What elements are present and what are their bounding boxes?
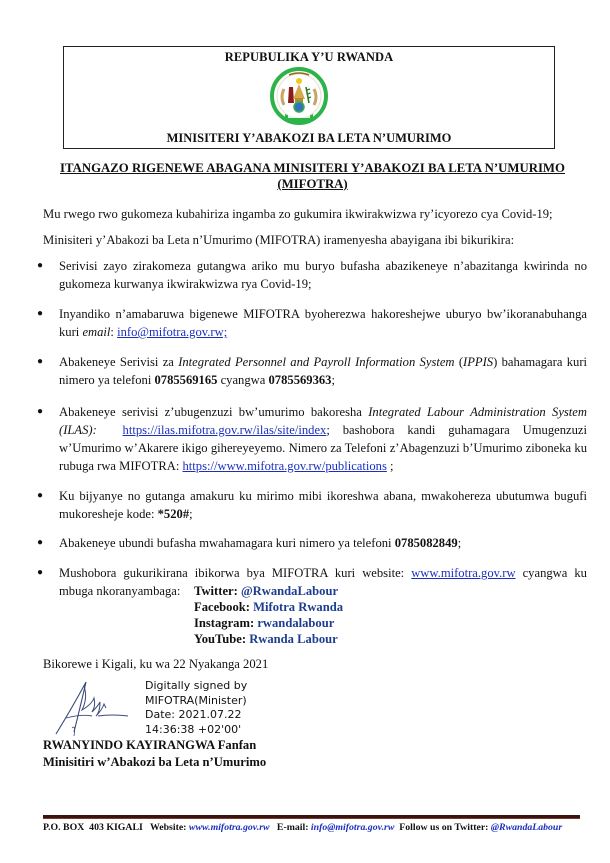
social-value: rwandalabour xyxy=(257,616,335,630)
list-item xyxy=(37,403,587,475)
bullet-icon: ● xyxy=(37,567,44,578)
digital-signature-line: Date: 2021.07.22 xyxy=(145,708,242,721)
text-segment: ) bahamagara kuri nimero ya telefoni xyxy=(59,355,588,387)
text-segment: ; xyxy=(457,536,462,550)
footer-email-label: E-mail: xyxy=(269,822,311,833)
bullet-icon: ● xyxy=(37,406,44,417)
text-segment: Inyandiko n’amabaruwa bigenewe MIFOTRA byoherezwa hakoreshejwe uburyo bw’ikoranabuhanga kuri xyxy=(59,307,587,339)
text-segment: ; xyxy=(386,459,394,473)
bullet-text xyxy=(59,534,587,552)
bullet-text: Serivisi zayo zirakomeza gutangwa ariko mu buryo bufasha abazikeneye n’abazitanga kwirinda no gukomeza kurwanya ikwirakwizwa rya Covid-19; xyxy=(59,259,587,291)
intro-paragraph-2: Minisiteri y’Abakozi ba Leta n’Umurimo (MIFOTRA) iramenyesha abayigana ibi bikurikira: xyxy=(43,233,515,247)
bullet-text xyxy=(59,353,587,389)
social-youtube[interactable] xyxy=(194,631,343,647)
phone-number: 0785569363 xyxy=(268,373,332,387)
social-instagram[interactable] xyxy=(194,615,343,631)
digital-signature-line: MIFOTRA(Minister) xyxy=(145,693,247,707)
digital-signature-block xyxy=(145,679,247,737)
bullet-icon: ● xyxy=(37,490,44,501)
bullet-icon: ● xyxy=(37,260,44,271)
social-facebook[interactable] xyxy=(194,599,343,615)
title-line-1: ITANGAZO RIGENEWE ABAGANA MINISITERI Y’ABAKOZI BA LETA N’UMURIMO xyxy=(60,161,565,175)
bullet-text xyxy=(59,487,587,523)
social-links xyxy=(194,583,343,647)
system-acronym: IPPIS xyxy=(463,355,494,369)
sms-code: *520# xyxy=(157,507,190,521)
rwanda-coat-of-arms-icon xyxy=(267,65,331,129)
list-item xyxy=(37,305,587,341)
footer-divider xyxy=(43,815,580,819)
phone-number: 0785082849 xyxy=(394,536,458,550)
ministry-heading: MINISITERI Y’ABAKOZI BA LETA N’UMURIMO xyxy=(166,131,452,145)
footer xyxy=(43,822,583,833)
social-label: Facebook: xyxy=(194,600,254,614)
date-line: Bikorewe i Kigali, ku wa 22 Nyakanga 2021 xyxy=(43,657,269,671)
announcement-title xyxy=(40,160,585,192)
social-label: Twitter: xyxy=(194,584,241,598)
email-link[interactable]: info@mifotra.gov.rw; xyxy=(117,325,228,339)
footer-email-link[interactable]: info@mifotra.gov.rw xyxy=(310,822,395,833)
footer-website-link[interactable]: www.mifotra.gov.rw xyxy=(188,822,270,833)
title-line-2: (MIFOTRA) xyxy=(277,177,348,191)
text-segment: Abakeneye serivisi z’ubugenzuzi bw’umurimo bakoresha xyxy=(59,405,369,419)
social-value: Mifotra Rwanda xyxy=(253,600,344,614)
bullet-icon: ● xyxy=(37,356,44,367)
text-segment: Abakeneye Serivisi za xyxy=(59,355,179,369)
website-link[interactable]: www.mifotra.gov.rw xyxy=(411,566,516,580)
email-label: email xyxy=(82,325,111,339)
social-label: YouTube: xyxy=(194,632,250,646)
footer-website-label: Website: xyxy=(149,822,189,833)
text-segment: ( xyxy=(454,355,464,369)
bullet-icon: ● xyxy=(37,308,44,319)
social-twitter[interactable] xyxy=(194,583,343,599)
signer-title: Minisitiri w’Abakozi ba Leta n’Umurimo xyxy=(43,755,267,769)
text-segment: cyangwa ku mbuga nkoranyambaga: xyxy=(59,566,587,598)
footer-twitter-label: Follow us on Twitter: xyxy=(394,822,491,833)
list-item xyxy=(37,534,587,552)
text-segment: Abakeneye ubundi bufasha mwahamagara kuri nimero ya telefoni xyxy=(59,536,395,550)
text-segment: Mushobora gukurikirana ibikorwa bya MIFOTRA kuri website: xyxy=(59,566,412,580)
intro-paragraph-1: Mu rwego rwo gukomeza kubahiriza ingamba zo gukumira ikwirakwizwa ry’icyorezo cya Covid-19; xyxy=(43,207,553,221)
text-segment: ; xyxy=(331,373,335,387)
text-segment: Ku bijyanye no gutanga amakuru ku mirimo mibi ikoreshwa abana, mwakohereza ubutumwa bugufi mukoresheje kode: xyxy=(59,489,587,521)
list-item xyxy=(37,257,587,293)
signer-name: RWANYINDO KAYIRANGWA Fanfan xyxy=(43,738,257,752)
system-name: Integrated Labour Administration System (ILAS): xyxy=(59,405,587,437)
social-label: Instagram: xyxy=(194,616,258,630)
list-item xyxy=(37,487,587,523)
social-value: Rwanda Labour xyxy=(249,632,338,646)
handwritten-signature-icon xyxy=(52,678,130,738)
digital-signature-line: Digitally signed by xyxy=(145,679,248,692)
system-name: Integrated Personnel and Payroll Information System xyxy=(178,355,455,369)
ilas-link[interactable]: https://ilas.mifotra.gov.rw/ilas/site/index xyxy=(122,423,327,437)
text-segment: cyangwa xyxy=(217,373,269,387)
publications-link[interactable]: https://www.mifotra.gov.rw/publications xyxy=(182,459,387,473)
text-segment: : xyxy=(110,325,118,339)
social-value: @RwandaLabour xyxy=(240,584,339,598)
republic-heading: REPUBULIKA Y’U RWANDA xyxy=(224,50,394,64)
bullet-text xyxy=(59,403,587,475)
digital-signature-line: 14:36:38 +02'00' xyxy=(145,722,242,736)
bullet-icon: ● xyxy=(37,537,44,548)
footer-twitter-link[interactable]: @RwandaLabour xyxy=(490,822,563,833)
footer-pobox: P.O. BOX 403 KIGALI xyxy=(43,822,150,833)
phone-number: 0785569165 xyxy=(154,373,218,387)
text-segment: ; xyxy=(189,507,193,521)
letterhead-box xyxy=(63,46,555,149)
list-item xyxy=(37,353,587,389)
text-segment: ; bashobora kandi guhamagara Umugenzuzi w’Umurimo w’Akarere ikigo gihereyeyemo. Nimero za Telefoni z’Abagenzuzi b’Umurimo ziboneka ku rubuga rwa MIFOTRA: xyxy=(59,423,587,473)
bullet-text xyxy=(59,305,587,341)
